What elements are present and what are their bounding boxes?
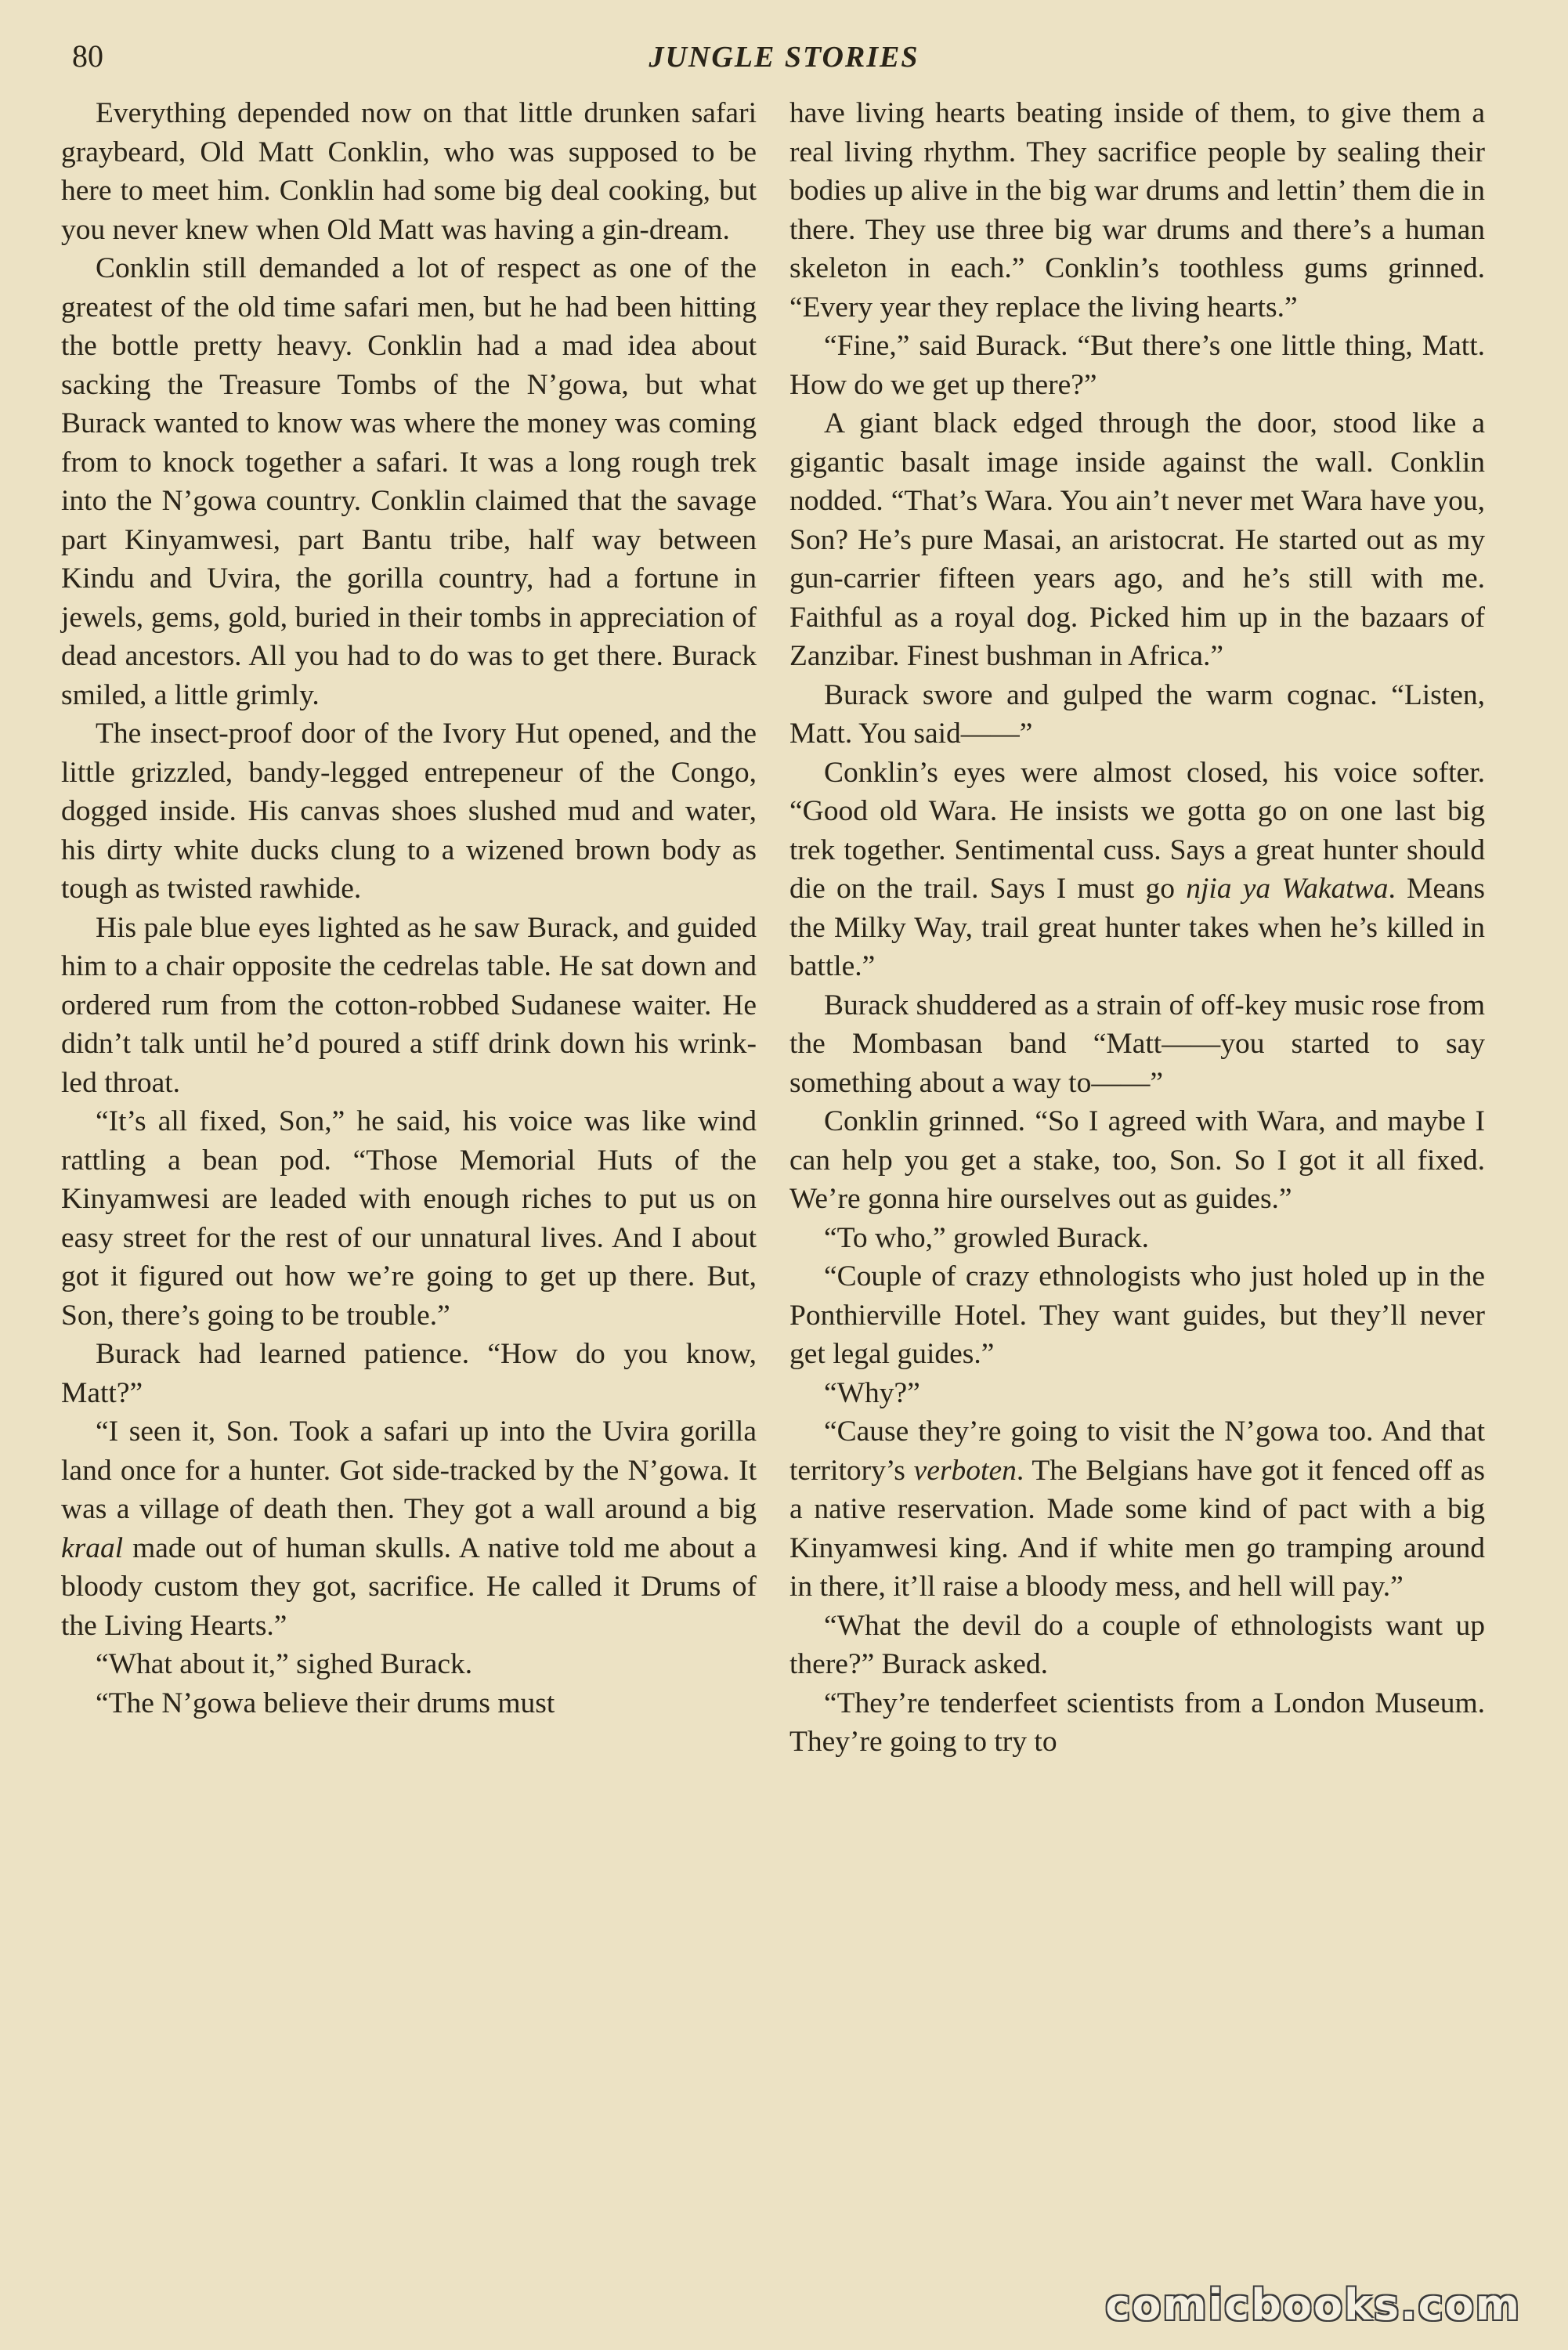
paragraph: Conklin still demanded a lot of respect as one of the greatest of the old time safari men, but he had been hitting the bottle pretty heavy. Conklin had a mad idea about sacking the Treasure Tombs of the N’gowa, but what Burack wanted to know was where the money was coming from to knock together a safari. It was a long rough trek into the N’gowa country. Conklin claimed that the savage part Kinyamwesi, part Bantu tribe, half way between Kindu and Uvira, the gorilla country, had a fortune in jewels, gems, gold, buried in their tombs in appreciation of dead ancestors. All you had to do was to get there. Burack smiled, a little grimly. — [61, 252, 757, 711]
paragraph: His pale blue eyes lighted as he saw Burack, and guided him to a chair opposite the cedrelas table. He sat down and ordered rum from the cotton-robbed Sudanese waiter. He didn’t talk until he’d poured a stiff drink down his wrinkled throat. — [61, 911, 757, 1099]
running-title: JUNGLE STORIES — [649, 41, 919, 74]
paragraph: “What about it,” sighed Burack. — [96, 1648, 473, 1680]
paragraph: A giant black edged through the door, stood like a gigantic basalt image inside against the wall. Conklin nodded. “That’s Wara. You ain’t never met Wara have you, Son? He’s pure Masai, an aristocrat. He started out as my gun-carrier fifteen years ago, and he’s still with me. Faithful as a royal dog. Picked him up in the bazaars of Zanzibar. Finest bushman in Africa.” — [789, 407, 1485, 672]
right-text-column — [789, 94, 1485, 1762]
paragraph: Conklin grinned. “So I agreed with Wara, and maybe I can help you get a stake, too, Son. So I got it all fixed. We’re gonna hire ourselves out as guides.” — [789, 1105, 1485, 1215]
paragraph: Burack swore and gulped the warm cognac. “Listen, Matt. You said——” — [789, 678, 1485, 750]
text-run: . The Belgians have got it fenced off as a native reservation. Made some kind of pact with a big Kinyamwesi king. And if white men go tramping around in there, it’ll raise a bloody mess, and hell will pay.” — [789, 1454, 1485, 1603]
paragraph: “It’s all fixed, Son,” he said, his voice was like wind rattling a bean pod. “Those Memorial Huts of the Kinyamwesi are leaded with enough riches to put us on easy street for the rest of our unnatural lives. And I about got it figured out how we’re going to get up there. But, Son, there’s going to be trouble.” — [61, 1105, 757, 1332]
paragraph: Everything depended now on that little drunken safari graybeard, Old Matt Conklin, who was supposed to be here to meet him. Conklin had some big deal cooking, but you never knew when Old Matt was having a gin-dream. — [61, 97, 757, 246]
watermark: comicbooks.com — [1105, 2280, 1521, 2330]
paragraph — [789, 1412, 1485, 1607]
text-run: “I seen it, Son. Took a safari up into the Uvira gorilla land once for a hunter. Got side-tracked by the N’gowa. It was a village of death then. They got a wall around a big — [61, 1415, 757, 1525]
page-number: 80 — [72, 38, 103, 74]
paragraph: “To who,” growled Burack. — [824, 1221, 1149, 1254]
italic-term: verboten — [913, 1454, 1017, 1487]
italic-term: njia ya Wakatwa — [1186, 873, 1389, 905]
italic-term: kraal — [61, 1531, 124, 1564]
paragraph: “They’re tenderfeet scientists from a London Museum. They’re going to try to — [789, 1687, 1485, 1758]
text-run: Conklin’s eyes were almost closed, his voice softer. “Good old Wara. He insists we gotta go on one last big trek together. Sentimental cuss. Says a great hunter should die on the trail. Says I must go — [789, 756, 1485, 905]
paragraph: Burack had learned patience. “How do you know, Matt?” — [61, 1338, 757, 1409]
paragraph: “Couple of crazy ethnologists who just holed up in the Ponthierville Hotel. They want guides, but they’ll never get legal guides.” — [789, 1260, 1485, 1370]
paragraph — [61, 1412, 757, 1645]
paragraph: “What the devil do a couple of ethnologists want up there?” Burack asked. — [789, 1609, 1485, 1680]
paragraph: “The N’gowa believe their drums must — [96, 1687, 555, 1719]
paragraph: Burack shuddered as a strain of off-key music rose from the Mombasan band “Matt——you started to say something about a way to——” — [789, 989, 1485, 1099]
paragraph: “Why?” — [824, 1376, 920, 1409]
continued-paragraph: have living hearts beating inside of them, to give them a real living rhythm. They sacrifice people by sealing their bodies up alive in the big war drums and lettin’ them die in there. They use three big war drums and there’s a human skeleton in each.” Conklin’s toothless gums grinned. “Every year they replace the living hearts.” — [789, 97, 1485, 324]
text-run: . Means the Milky Way, trail great hunter takes when he’s killed in battle.” — [789, 873, 1485, 982]
text-run: made out of human skulls. A native told me about a bloody custom they got, sacrifice. He called it Drums of the Living Hearts.” — [61, 1531, 757, 1642]
left-text-column — [61, 94, 757, 1723]
paragraph — [789, 754, 1485, 986]
paragraph: “Fine,” said Burack. “But there’s one little thing, Matt. How do we get up there?” — [789, 330, 1485, 401]
text-run: “Cause they’re going to visit the N’gowa too. And that territory’s — [789, 1415, 1485, 1487]
paragraph: The insect-proof door of the Ivory Hut opened, and the little grizzled, bandy-legged entrepeneur of the Congo, dogged inside. His canvas shoes slushed mud and water, his dirty white ducks clung to a wizened brown body as tough as twisted rawhide. — [61, 718, 757, 905]
